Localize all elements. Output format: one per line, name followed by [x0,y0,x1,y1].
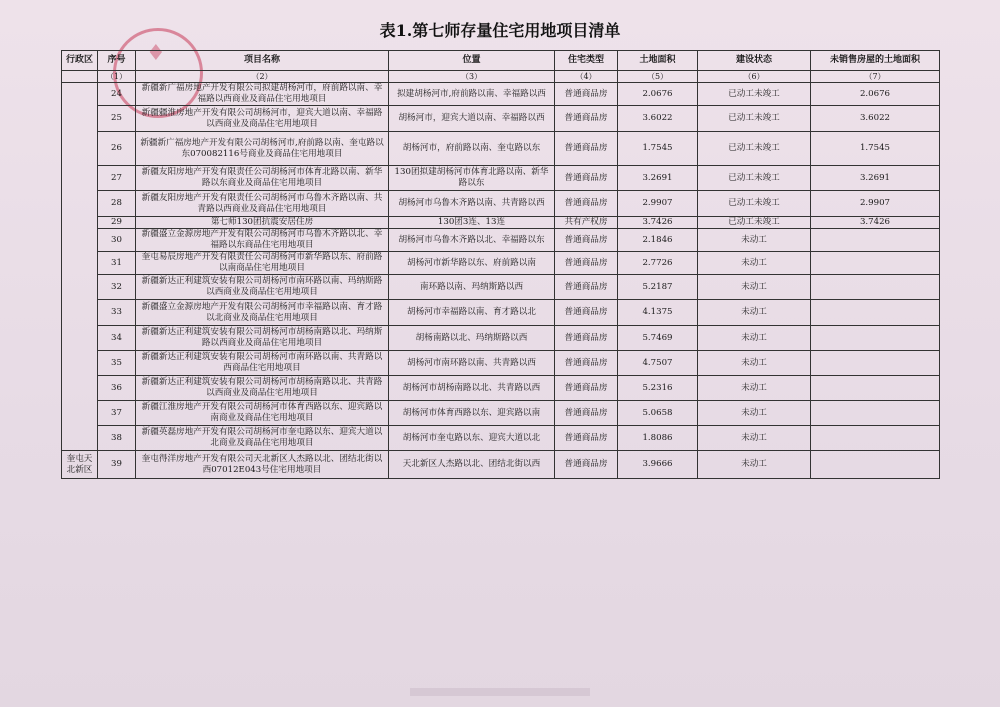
housing-type-cell: 普通商品房 [555,106,618,132]
housing-type-cell: 普通商品房 [555,376,618,401]
land-area-cell: 2.7726 [618,252,698,275]
column-header: 序号 [98,51,136,71]
project-name-cell: 新疆新达正利建筑安装有限公司胡杨河市南环路以南、玛纳斯路以西商业及商品住宅用地项目 [136,275,389,300]
row-number-cell: 25 [98,106,136,132]
project-name-cell: 奎屯易辰房地产开发有限责任公司胡杨河市新华路以东、府前路以南商品住宅用地项目 [136,252,389,275]
housing-type-cell: 普通商品房 [555,83,618,106]
land-area-cell: 5.2187 [618,275,698,300]
table-row [62,166,940,191]
build-status-cell: 已动工未竣工 [698,217,811,229]
unsold-area-cell: 2.9907 [811,191,940,217]
location-cell: 130团拟建胡杨河市体育北路以南、新华路以东 [389,166,555,191]
location-cell: 南环路以南、玛纳斯路以西 [389,275,555,300]
row-number-cell: 24 [98,83,136,106]
column-header: 位置 [389,51,555,71]
housing-type-cell: 普通商品房 [555,229,618,252]
project-name-cell: 新疆新达正利建筑安装有限公司胡杨河市南环路以南、共青路以西商品住宅用地项目 [136,351,389,376]
project-name-cell: 新疆江淮房地产开发有限公司胡杨河市体育西路以东、迎宾路以南商业及商品住宅用地项目 [136,401,389,426]
housing-type-cell: 普通商品房 [555,191,618,217]
land-area-cell: 5.0658 [618,401,698,426]
table-header-row [62,51,940,71]
housing-type-cell: 普通商品房 [555,351,618,376]
location-cell: 胡杨河市胡杨南路以北、共青路以西 [389,376,555,401]
build-status-cell: 未动工 [698,326,811,351]
table-row [62,326,940,351]
housing-type-cell: 普通商品房 [555,252,618,275]
row-number-cell: 28 [98,191,136,217]
location-cell: 胡杨河市南环路以南、共青路以西 [389,351,555,376]
table-row [62,275,940,300]
unsold-area-cell: 3.6022 [811,106,940,132]
column-number: （5） [618,71,698,83]
column-number-row [62,71,940,83]
project-name-cell: 新疆疆淮房地产开发有限公司胡杨河市，迎宾大道以南、幸福路以西商业及商品住宅用地项目 [136,106,389,132]
location-cell: 胡杨河市乌鲁木齐路以南、共青路以西 [389,191,555,217]
land-area-cell: 3.2691 [618,166,698,191]
project-name-cell: 新疆友阳房地产开发有限责任公司胡杨河市乌鲁木齐路以南、共青路以西商业及商品住宅用地项目 [136,191,389,217]
row-number-cell: 36 [98,376,136,401]
housing-type-cell: 普通商品房 [555,132,618,166]
table-row [62,106,940,132]
housing-type-cell: 普通商品房 [555,401,618,426]
region-cell [62,83,98,451]
housing-type-cell: 普通商品房 [555,451,618,479]
housing-type-cell: 普通商品房 [555,300,618,326]
land-area-cell: 4.7507 [618,351,698,376]
table-row [62,300,940,326]
project-name-cell: 新疆新广福房地产开发有限公司拟建胡杨河市，府前路以南、幸福路以西商业及商品住宅用地项目 [136,83,389,106]
row-number-cell: 37 [98,401,136,426]
project-name-cell: 新疆新达正利建筑安装有限公司胡杨河市胡杨南路以北、共青路以西商业及商品住宅用地项目 [136,376,389,401]
housing-type-cell: 普通商品房 [555,275,618,300]
unsold-area-cell [811,300,940,326]
build-status-cell: 未动工 [698,252,811,275]
location-cell: 胡杨河市奎屯路以东、迎宾大道以北 [389,426,555,451]
build-status-cell: 已动工未竣工 [698,106,811,132]
unsold-area-cell [811,252,940,275]
column-header: 行政区 [62,51,98,71]
table-row [62,229,940,252]
land-area-cell: 4.1375 [618,300,698,326]
column-header: 住宅类型 [555,51,618,71]
column-number: （7） [811,71,940,83]
location-cell: 胡杨河市新华路以东、府前路以南 [389,252,555,275]
housing-type-cell: 普通商品房 [555,426,618,451]
location-cell: 胡杨南路以北、玛纳斯路以西 [389,326,555,351]
column-number: （4） [555,71,618,83]
row-number-cell: 34 [98,326,136,351]
project-name-cell: 新疆盛立金源房地产开发有限公司胡杨河市乌鲁木齐路以北、幸福路以东商品住宅用地项目 [136,229,389,252]
unsold-area-cell [811,351,940,376]
column-number: （3） [389,71,555,83]
column-header: 项目名称 [136,51,389,71]
unsold-area-cell [811,376,940,401]
build-status-cell: 未动工 [698,426,811,451]
column-number: （2） [136,71,389,83]
land-area-cell: 3.6022 [618,106,698,132]
build-status-cell: 未动工 [698,300,811,326]
table-row [62,132,940,166]
location-cell: 胡杨河市幸福路以南、育才路以北 [389,300,555,326]
table-row [62,83,940,106]
build-status-cell: 已动工未竣工 [698,166,811,191]
table-row [62,426,940,451]
unsold-area-cell [811,426,940,451]
faint-footer-mark [410,688,590,696]
unsold-area-cell [811,229,940,252]
build-status-cell: 已动工未竣工 [698,191,811,217]
land-area-cell: 1.8086 [618,426,698,451]
housing-type-cell: 普通商品房 [555,166,618,191]
location-cell: 130团3连、13连 [389,217,555,229]
column-header: 建设状态 [698,51,811,71]
row-number-cell: 26 [98,132,136,166]
official-seal: ♦ [113,28,203,118]
land-area-cell: 3.7426 [618,217,698,229]
unsold-area-cell: 3.7426 [811,217,940,229]
build-status-cell: 未动工 [698,451,811,479]
row-number-cell: 35 [98,351,136,376]
table-row [62,401,940,426]
unsold-area-cell [811,451,940,479]
project-name-cell: 新疆新广福房地产开发有限公司胡杨河市,府前路以南、奎屯路以东070082116号商业及商品住宅用地项目 [136,132,389,166]
build-status-cell: 未动工 [698,229,811,252]
land-project-table [61,50,940,479]
land-area-cell: 2.9907 [618,191,698,217]
unsold-area-cell [811,275,940,300]
unsold-area-cell: 3.2691 [811,166,940,191]
location-cell: 胡杨河市，迎宾大道以南、幸福路以西 [389,106,555,132]
unsold-area-cell: 2.0676 [811,83,940,106]
build-status-cell: 未动工 [698,351,811,376]
housing-type-cell: 普通商品房 [555,326,618,351]
land-area-cell: 2.0676 [618,83,698,106]
project-name-cell: 新疆友阳房地产开发有限责任公司胡杨河市体育北路以南、新华路以东商业及商品住宅用地项目 [136,166,389,191]
project-name-cell: 新疆英磊房地产开发有限公司胡杨河市奎屯路以东、迎宾大道以北商业及商品住宅用地项目 [136,426,389,451]
location-cell: 拟建胡杨河市,府前路以南、幸福路以西 [389,83,555,106]
column-number: （1） [98,71,136,83]
land-area-cell: 5.7469 [618,326,698,351]
build-status-cell: 未动工 [698,376,811,401]
build-status-cell: 未动工 [698,275,811,300]
row-number-cell: 29 [98,217,136,229]
table-row [62,376,940,401]
land-area-cell: 2.1846 [618,229,698,252]
column-header: 土地面积 [618,51,698,71]
row-number-cell: 31 [98,252,136,275]
table-row [62,451,940,479]
housing-type-cell: 共有产权房 [555,217,618,229]
build-status-cell: 未动工 [698,401,811,426]
table-row [62,191,940,217]
unsold-area-cell [811,401,940,426]
land-area-cell: 1.7545 [618,132,698,166]
table-row [62,217,940,229]
document-title: 表1.第七师存量住宅用地项目清单 [379,21,621,40]
table-row [62,252,940,275]
project-name-cell: 新疆新达正利建筑安装有限公司胡杨河市胡杨南路以北、玛纳斯路以西商业及商品住宅用地项目 [136,326,389,351]
column-number: （6） [698,71,811,83]
location-cell: 胡杨河市乌鲁木齐路以北、幸福路以东 [389,229,555,252]
column-number [62,71,98,83]
row-number-cell: 27 [98,166,136,191]
unsold-area-cell [811,326,940,351]
row-number-cell: 32 [98,275,136,300]
table-row [62,351,940,376]
row-number-cell: 30 [98,229,136,252]
project-name-cell: 新疆盛立金源房地产开发有限公司胡杨河市幸福路以南、育才路以北商业及商品住宅用地项目 [136,300,389,326]
row-number-cell: 39 [98,451,136,479]
project-name-cell: 奎屯得洋房地产开发有限公司天北新区人杰路以北、团结北街以西07012E043号住宅用地项目 [136,451,389,479]
unsold-area-cell: 1.7545 [811,132,940,166]
project-name-cell: 第七师130团抗震安居住房 [136,217,389,229]
location-cell: 天北新区人杰路以北、团结北街以西 [389,451,555,479]
region-cell: 奎屯天北新区 [62,451,98,479]
location-cell: 胡杨河市，府前路以南、奎屯路以东 [389,132,555,166]
location-cell: 胡杨河市体育西路以东、迎宾路以南 [389,401,555,426]
row-number-cell: 33 [98,300,136,326]
build-status-cell: 已动工未竣工 [698,83,811,106]
row-number-cell: 38 [98,426,136,451]
build-status-cell: 已动工未竣工 [698,132,811,166]
land-area-cell: 3.9666 [618,451,698,479]
column-header: 未销售房屋的土地面积 [811,51,940,71]
land-area-cell: 5.2316 [618,376,698,401]
